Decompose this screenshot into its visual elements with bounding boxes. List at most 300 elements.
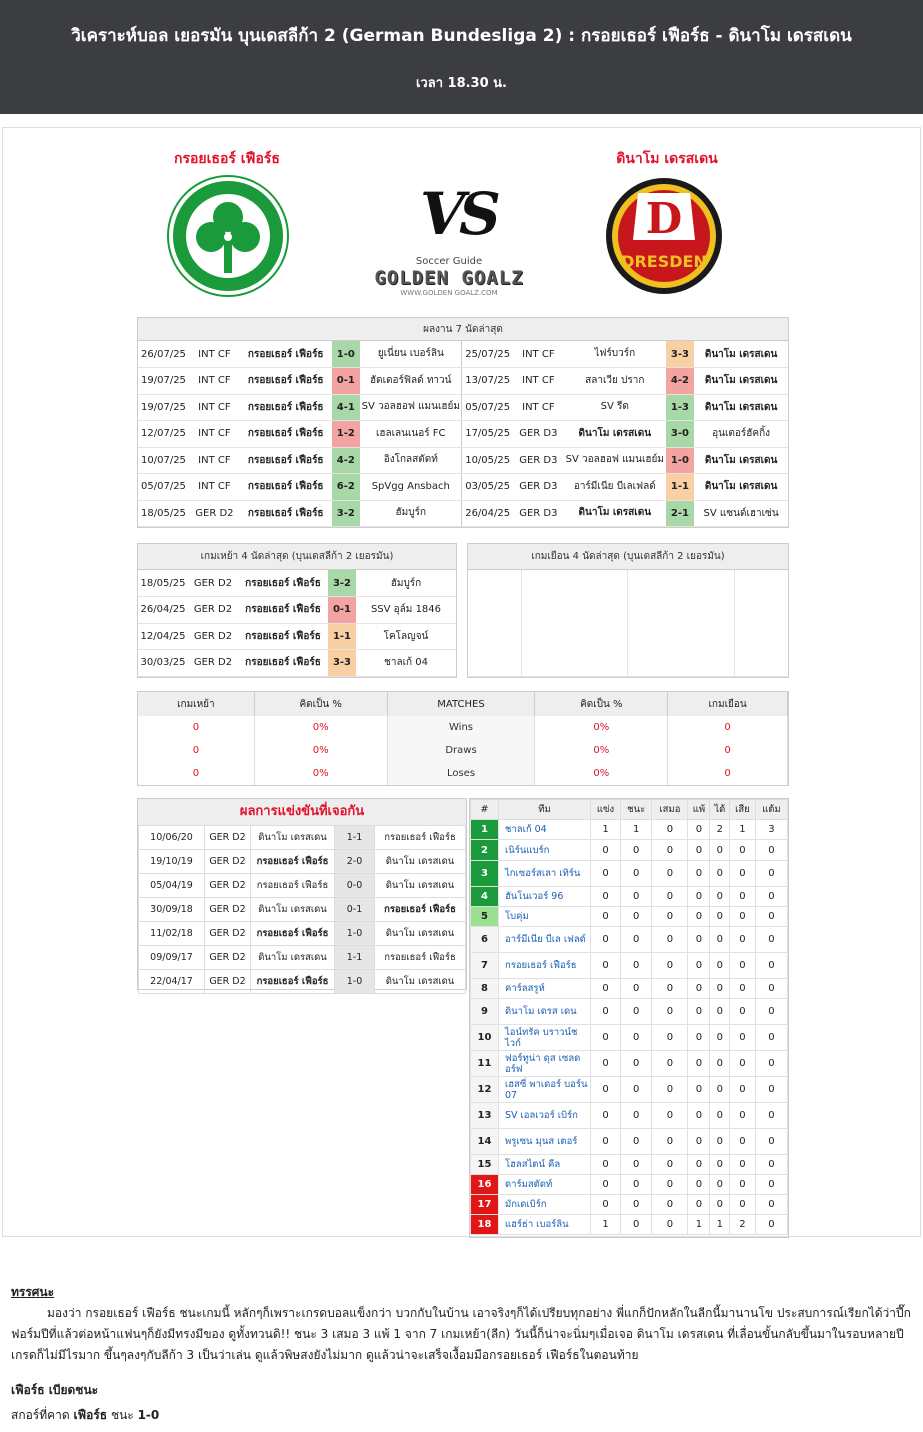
recent-form-row <box>138 394 788 421</box>
prediction-headline: เฟือร์ธ เบียดชนะ <box>11 1383 99 1397</box>
match-score: 1-1 <box>335 826 375 850</box>
league-stat: 0 <box>652 820 688 840</box>
h2h-row <box>139 850 466 874</box>
league-stat: 0 <box>621 953 652 979</box>
league-stat: 0 <box>710 999 730 1025</box>
league-team-link[interactable]: พรูเซน มุนส เตอร์ <box>499 1129 591 1155</box>
league-stat: 0 <box>652 1077 688 1103</box>
opponent: อุนเตอร์ฮัคกิ้ง <box>694 421 788 448</box>
league-stat: 0 <box>710 907 730 927</box>
league-stat: 0 <box>621 999 652 1025</box>
match-date: 26/07/25 <box>138 341 189 368</box>
league-stat: 1 <box>688 1215 710 1235</box>
league-team-link[interactable]: ไอน์ทรัค บราวน์ชไวก์ <box>499 1025 591 1051</box>
home-team: กรอยเธอร์ เฟือร์ธ <box>251 922 335 946</box>
league-column-header: # <box>471 800 499 820</box>
league-stat: 0 <box>621 1175 652 1195</box>
recent-form-row <box>138 447 788 474</box>
predicted-win-word: ชนะ <box>110 1408 134 1422</box>
league-team-link[interactable]: เนิร์นแบร์ก <box>499 840 591 861</box>
competition: GER D2 <box>188 570 238 597</box>
league-stat: 0 <box>755 861 787 887</box>
league-position: 6 <box>471 927 499 953</box>
competition: INT CF <box>189 421 240 448</box>
league-team-link[interactable]: กรอยเธอร์ เฟือร์ธ <box>499 953 591 979</box>
competition: GER D2 <box>188 623 238 650</box>
league-stat: 0 <box>591 907 621 927</box>
opponent: อาร์มีเนีย บีเลเฟลด์ <box>564 474 666 501</box>
league-stat: 0 <box>755 1155 787 1175</box>
league-stat: 0 <box>688 1103 710 1129</box>
stats-row <box>138 762 788 785</box>
league-stat: 0 <box>730 979 756 999</box>
league-stat: 0 <box>652 953 688 979</box>
league-stat: 0 <box>730 1025 756 1051</box>
opponent: SpVgg Ansbach <box>360 474 462 501</box>
away-side-team: ดินาโม เดรสเดน <box>694 447 788 474</box>
league-team-link[interactable]: ฟอร์ทูน่า ดุส เซลดอร์ฟ <box>499 1051 591 1077</box>
league-stat: 0 <box>652 1175 688 1195</box>
recent-form-row <box>138 474 788 501</box>
match-score: 1-3 <box>666 394 695 421</box>
brand-tagline: Soccer Guide <box>415 256 483 267</box>
home-side-team: กรอยเธอร์ เฟือร์ธ <box>240 341 332 368</box>
league-stat: 0 <box>730 907 756 927</box>
league-stat: 0 <box>652 927 688 953</box>
competition: GER D3 <box>513 421 564 448</box>
away-percent: 0% <box>535 762 668 785</box>
h2h-row <box>139 826 466 850</box>
match-date: 10/05/25 <box>462 447 513 474</box>
league-row <box>471 1175 788 1195</box>
predicted-score-label: สกอร์ที่คาด <box>11 1408 70 1422</box>
recent-form-row <box>138 341 788 368</box>
match-date: 05/07/25 <box>462 394 513 421</box>
away-side-team: ดินาโม เดรสเดน <box>694 341 788 368</box>
golden-goalz-logo <box>333 256 565 304</box>
opponent: ฮัมบูร์ก <box>360 500 462 527</box>
league-position: 8 <box>471 979 499 999</box>
versus-mark: VS <box>420 180 495 248</box>
league-team-link[interactable]: ดาร์มสตัดท์ <box>499 1175 591 1195</box>
league-stat: 0 <box>688 979 710 999</box>
h2h-row <box>139 898 466 922</box>
opponent: เฮลเลนเนอร์ FC <box>360 421 462 448</box>
match-date: 11/02/18 <box>139 922 205 946</box>
league-position: 7 <box>471 953 499 979</box>
league-stat: 0 <box>710 1175 730 1195</box>
league-stat: 0 <box>621 907 652 927</box>
opponent: โคโลญจน์ <box>356 623 456 650</box>
match-score: 1-2 <box>332 421 361 448</box>
match-date: 10/06/20 <box>139 826 205 850</box>
league-stat: 0 <box>730 999 756 1025</box>
league-row <box>471 999 788 1025</box>
league-stat: 0 <box>591 999 621 1025</box>
match-score: 2-1 <box>666 500 695 527</box>
recent-form-row <box>138 500 788 527</box>
away-team: ดินาโม เดรสเดน <box>375 850 466 874</box>
league-column-header: เสีย <box>730 800 756 820</box>
match-score: 4-1 <box>332 394 361 421</box>
head-to-head-table <box>138 825 466 994</box>
league-position: 4 <box>471 887 499 907</box>
home-form-panel <box>137 543 457 678</box>
league-stat: 0 <box>730 1103 756 1129</box>
league-row <box>471 979 788 999</box>
away-side-team: ดินาโม เดรสเดน <box>564 421 666 448</box>
match-score: 0-0 <box>335 874 375 898</box>
away-count: 0 <box>668 739 788 762</box>
away-form-panel <box>467 543 789 678</box>
league-stat: 1 <box>730 820 756 840</box>
h2h-row <box>139 970 466 994</box>
league-column-header: ได้ <box>710 800 730 820</box>
league-team-link[interactable]: มักเดเบิร์ก <box>499 1195 591 1215</box>
competition: GER D2 <box>205 898 251 922</box>
league-column-header: แพ้ <box>688 800 710 820</box>
league-stat: 0 <box>591 927 621 953</box>
match-score: 1-0 <box>332 341 361 368</box>
league-stat: 0 <box>652 979 688 999</box>
league-team-link[interactable]: ดินาโม เดรส เดน <box>499 999 591 1025</box>
league-stat: 0 <box>755 953 787 979</box>
home-side-team: กรอยเธอร์ เฟือร์ธ <box>240 368 332 395</box>
away-side-team: ดินาโม เดรสเดน <box>694 368 788 395</box>
league-stat: 0 <box>755 1103 787 1129</box>
league-stat: 0 <box>755 840 787 861</box>
match-date: 03/05/25 <box>462 474 513 501</box>
league-team-link[interactable]: ไกเซอร์สเลา เทิร์น <box>499 861 591 887</box>
away-team: กรอยเธอร์ เฟือร์ธ <box>375 946 466 970</box>
league-stat: 0 <box>591 1051 621 1077</box>
league-row <box>471 1025 788 1051</box>
league-position: 9 <box>471 999 499 1025</box>
stats-row <box>138 739 788 762</box>
league-stat: 0 <box>710 840 730 861</box>
league-stat: 0 <box>730 953 756 979</box>
league-stat: 1 <box>621 820 652 840</box>
league-row <box>471 1129 788 1155</box>
league-table-panel <box>469 798 789 1238</box>
away-team: ดินาโม เดรสเดน <box>375 874 466 898</box>
league-stat: 0 <box>755 1175 787 1195</box>
home-form-title: เกมเหย้า 4 นัดล่าสุด (บุนเดสลีก้า 2 เยอรมัน) <box>138 544 456 570</box>
match-score: 4-2 <box>332 447 361 474</box>
league-stat: 0 <box>652 1195 688 1215</box>
league-team-link[interactable]: คาร์ลสรูห์ <box>499 979 591 999</box>
opponent: SV วอลฮอฟ แมนเฮย์ม <box>360 394 462 421</box>
competition: INT CF <box>189 341 240 368</box>
league-stat: 0 <box>621 1155 652 1175</box>
league-team-link[interactable]: โฮลสไตน์ คีล <box>499 1155 591 1175</box>
league-stat: 0 <box>730 861 756 887</box>
league-stat: 0 <box>591 840 621 861</box>
league-row <box>471 1195 788 1215</box>
league-stat: 0 <box>755 1129 787 1155</box>
league-row <box>471 953 788 979</box>
league-stat: 0 <box>652 861 688 887</box>
home-side-team: กรอยเธอร์ เฟือร์ธ <box>240 500 332 527</box>
opponent: SV วอลฮอฟ แมนเฮย์ม <box>564 447 666 474</box>
match-date: 05/04/19 <box>139 874 205 898</box>
league-stat: 0 <box>755 927 787 953</box>
league-team-link[interactable]: SV เอลเวอร์ เบิร์ก <box>499 1103 591 1129</box>
opponent: ยูเนี่ยน เบอร์ลิน <box>360 341 462 368</box>
competition: INT CF <box>189 447 240 474</box>
recent-form-panel <box>137 317 789 528</box>
league-stat: 0 <box>621 1025 652 1051</box>
home-side-team: กรอยเธอร์ เฟือร์ธ <box>238 623 328 650</box>
match-score: 0-1 <box>335 898 375 922</box>
league-position: 11 <box>471 1051 499 1077</box>
match-score: 1-0 <box>666 447 695 474</box>
analysis-heading: ทรรศนะ <box>11 1285 55 1299</box>
competition: INT CF <box>513 394 564 421</box>
league-stat: 0 <box>652 1103 688 1129</box>
league-stat: 1 <box>591 1215 621 1235</box>
competition: GER D3 <box>513 447 564 474</box>
competition: GER D2 <box>205 970 251 994</box>
away-form-table <box>468 570 788 677</box>
league-stat: 0 <box>710 1129 730 1155</box>
league-row <box>471 1103 788 1129</box>
competition: INT CF <box>189 368 240 395</box>
league-position: 18 <box>471 1215 499 1235</box>
league-stat: 0 <box>591 1129 621 1155</box>
match-score: 6-2 <box>332 474 361 501</box>
match-score: 3-0 <box>666 421 695 448</box>
league-stat: 0 <box>688 927 710 953</box>
opponent: อิงโกลสตัดท์ <box>360 447 462 474</box>
h2h-row <box>139 922 466 946</box>
competition: GER D2 <box>188 650 238 677</box>
league-position: 3 <box>471 861 499 887</box>
match-date: 13/07/25 <box>462 368 513 395</box>
away-count: 0 <box>668 716 788 739</box>
league-position: 13 <box>471 1103 499 1129</box>
league-stat: 0 <box>710 953 730 979</box>
competition: GER D3 <box>513 474 564 501</box>
league-column-header: แต้ม <box>755 800 787 820</box>
match-score: 0-1 <box>332 368 361 395</box>
league-team-link[interactable]: โบคุ่ม <box>499 907 591 927</box>
match-date: 05/07/25 <box>138 474 189 501</box>
prediction <box>11 1381 159 1425</box>
league-stat: 0 <box>730 840 756 861</box>
league-stat: 0 <box>688 907 710 927</box>
league-stat: 0 <box>652 1025 688 1051</box>
brand-url: WWW.GOLDEN GOALZ.COM <box>400 289 498 297</box>
match-score: 3-2 <box>332 500 361 527</box>
league-team-link[interactable]: ชาลเก้ 04 <box>499 820 591 840</box>
league-stat: 0 <box>621 927 652 953</box>
away-team: ดินาโม เดรสเดน <box>375 970 466 994</box>
predicted-score: 1-0 <box>137 1408 160 1422</box>
league-stat: 0 <box>755 999 787 1025</box>
league-column-header: เสมอ <box>652 800 688 820</box>
competition: GER D2 <box>205 922 251 946</box>
away-form-title: เกมเยือน 4 นัดล่าสุด (บุนเดสลีก้า 2 เยอรมัน) <box>468 544 788 570</box>
away-side-team: ดินาโม เดรสเดน <box>694 474 788 501</box>
league-stat: 0 <box>755 1215 787 1235</box>
summary-stats <box>137 691 789 786</box>
league-stat: 0 <box>652 1129 688 1155</box>
league-stat: 0 <box>688 1155 710 1175</box>
league-row <box>471 907 788 927</box>
opponent: ไฟร์บวร์ก <box>564 341 666 368</box>
stats-row <box>138 716 788 739</box>
league-stat: 1 <box>710 1215 730 1235</box>
league-position: 16 <box>471 1175 499 1195</box>
home-team: กรอยเธอร์ เฟือร์ธ <box>251 874 335 898</box>
league-stat: 3 <box>755 820 787 840</box>
summary-stats-table <box>138 692 788 785</box>
page-header <box>0 0 923 114</box>
competition: GER D2 <box>188 597 238 624</box>
home-count: 0 <box>138 762 254 785</box>
league-stat: 0 <box>621 1103 652 1129</box>
league-team-link[interactable]: เฮสซี่ พาเดอร์ บอร์น 07 <box>499 1077 591 1103</box>
league-row <box>471 861 788 887</box>
match-score: 0-1 <box>328 597 356 624</box>
league-position: 1 <box>471 820 499 840</box>
match-date: 30/03/25 <box>138 650 188 677</box>
league-stat: 0 <box>688 1195 710 1215</box>
league-position: 14 <box>471 1129 499 1155</box>
league-stat: 0 <box>755 1025 787 1051</box>
match-date: 12/04/25 <box>138 623 188 650</box>
league-stat: 0 <box>621 1051 652 1077</box>
league-stat: 0 <box>688 887 710 907</box>
league-team-link[interactable]: อาร์มีเนีย บีเล เฟลด์ <box>499 927 591 953</box>
league-column-header: ชนะ <box>621 800 652 820</box>
predicted-score-line <box>11 1406 159 1425</box>
match-score: 1-1 <box>666 474 695 501</box>
league-team-link[interactable]: แฮร์ธ่า เบอร์ลิน <box>499 1215 591 1235</box>
opponent: SSV อุล์ม 1846 <box>356 597 456 624</box>
analysis-text: มองว่า กรอยเธอร์ เฟือร์ธ ชนะเกมนี้ หลักๆก็เพราะเกรดบอลแข็งกว่า บวกกับในบ้าน เอาจริงๆก็ได้เปรียบทุกอย่าง พี่แกก็ปักหลักในลีกนี้มานานโข ประสบการณ์เรียกได้ว่าปึ๊ก ฟอร์มปีที่แล้วต่อหน้าแฟนๆก็ยังมีทรงมีของ ดูทั้งทวนดิ!! ชนะ 3 เสมอ 3 แพ้ 1 จาก 7 เกมเหย้า(ลีก) วันนี้ก็น่าจะนิ่มๆเมื่อเจอ ดินาโม เดรสเดน ที่เลื่อนขั้นกลับขึ้นมาในรอบหลายปี เกรดก็ไม่มีไรมาก ขึ้นๆลงๆกับลีก้า 3 เป็นว่าเล่น ดูแล้วพิษสงยังไม่มาก ดูแล้วน่าจะเสร็จเงื้อมมือกรอยเธอร์ เฟือร์ธในตอนท้าย <box>11 1306 911 1362</box>
stats-column-header: เกมเยือน <box>668 692 788 716</box>
result-label: Draws <box>387 739 535 762</box>
away-percent: 0% <box>535 716 668 739</box>
home-team: กรอยเธอร์ เฟือร์ธ <box>251 850 335 874</box>
league-column-header: ทีม <box>499 800 591 820</box>
league-stat: 0 <box>755 1077 787 1103</box>
league-row <box>471 820 788 840</box>
league-stat: 0 <box>710 1155 730 1175</box>
league-stat: 0 <box>688 999 710 1025</box>
league-position: 2 <box>471 840 499 861</box>
league-position: 12 <box>471 1077 499 1103</box>
match-score: 3-2 <box>328 570 356 597</box>
competition: GER D3 <box>513 500 564 527</box>
competition: GER D2 <box>205 946 251 970</box>
league-stat: 0 <box>652 999 688 1025</box>
home-team-logo <box>167 175 289 297</box>
league-stat: 0 <box>730 927 756 953</box>
league-stat: 0 <box>755 1051 787 1077</box>
match-score: 1-0 <box>335 970 375 994</box>
opponent: ฮัมบูร์ก <box>356 570 456 597</box>
competition: GER D2 <box>205 850 251 874</box>
competition: INT CF <box>513 368 564 395</box>
opponent: SV รีด <box>564 394 666 421</box>
league-stat: 0 <box>730 1051 756 1077</box>
page-title: วิเคราะห์บอล เยอรมัน บุนเดสลีก้า 2 (German Bundesliga 2) : กรอยเธอร์ เฟือร์ธ - ดินาโม เดรสเดน <box>71 26 852 46</box>
league-stat: 0 <box>730 1155 756 1175</box>
home-side-team: กรอยเธอร์ เฟือร์ธ <box>238 650 328 677</box>
head-to-head-title: ผลการแข่งขันที่เจอกัน <box>138 799 466 825</box>
league-stat: 0 <box>621 861 652 887</box>
league-stat: 0 <box>730 1195 756 1215</box>
away-team: กรอยเธอร์ เฟือร์ธ <box>375 826 466 850</box>
league-stat: 0 <box>710 979 730 999</box>
opponent: สลาเวีย ปราก <box>564 368 666 395</box>
league-stat: 0 <box>688 1129 710 1155</box>
away-logo-text: DRESDEN <box>621 252 707 271</box>
league-stat: 0 <box>688 1077 710 1103</box>
stats-column-header: MATCHES <box>387 692 535 716</box>
league-stat: 0 <box>710 1077 730 1103</box>
league-stat: 0 <box>591 1155 621 1175</box>
league-stat: 0 <box>755 907 787 927</box>
match-score: 1-1 <box>328 623 356 650</box>
match-date: 17/05/25 <box>462 421 513 448</box>
league-stat: 0 <box>591 1103 621 1129</box>
stats-column-header: คิดเป็น % <box>254 692 387 716</box>
home-side-team: กรอยเธอร์ เฟือร์ธ <box>240 421 332 448</box>
away-logo-letter: D <box>645 194 683 243</box>
match-score: 1-0 <box>335 922 375 946</box>
league-stat: 0 <box>591 887 621 907</box>
opponent: ฮัดเดอร์ฟิลด์ ทาวน์ <box>360 368 462 395</box>
home-percent: 0% <box>254 762 387 785</box>
league-stat: 0 <box>621 1129 652 1155</box>
league-column-header: แข่ง <box>591 800 621 820</box>
league-stat: 0 <box>688 1051 710 1077</box>
league-row <box>471 1215 788 1235</box>
league-row <box>471 1051 788 1077</box>
away-side-team: ดินาโม เดรสเดน <box>564 500 666 527</box>
league-stat: 0 <box>730 1129 756 1155</box>
match-date: 25/07/25 <box>462 341 513 368</box>
home-form-row <box>138 570 456 597</box>
opponent: ชาลเก้ 04 <box>356 650 456 677</box>
league-row <box>471 887 788 907</box>
away-team: ดินาโม เดรสเดน <box>375 922 466 946</box>
league-row <box>471 1155 788 1175</box>
away-percent: 0% <box>535 739 668 762</box>
home-side-team: กรอยเธอร์ เฟือร์ธ <box>240 474 332 501</box>
league-stat: 0 <box>652 887 688 907</box>
league-stat: 0 <box>688 820 710 840</box>
league-stat: 0 <box>710 1103 730 1129</box>
league-stat: 0 <box>591 861 621 887</box>
league-stat: 0 <box>755 887 787 907</box>
home-form-row <box>138 597 456 624</box>
league-row <box>471 927 788 953</box>
league-stat: 0 <box>710 861 730 887</box>
match-date: 10/07/25 <box>138 447 189 474</box>
match-score: 3-3 <box>328 650 356 677</box>
league-team-link[interactable]: ฮันโนเวอร์ 96 <box>499 887 591 907</box>
home-team: ดินาโม เดรสเดน <box>251 898 335 922</box>
away-team-name: ดินาโม เดรสเดน <box>616 151 718 167</box>
competition: INT CF <box>513 341 564 368</box>
away-team-logo <box>603 175 725 297</box>
result-label: Wins <box>387 716 535 739</box>
